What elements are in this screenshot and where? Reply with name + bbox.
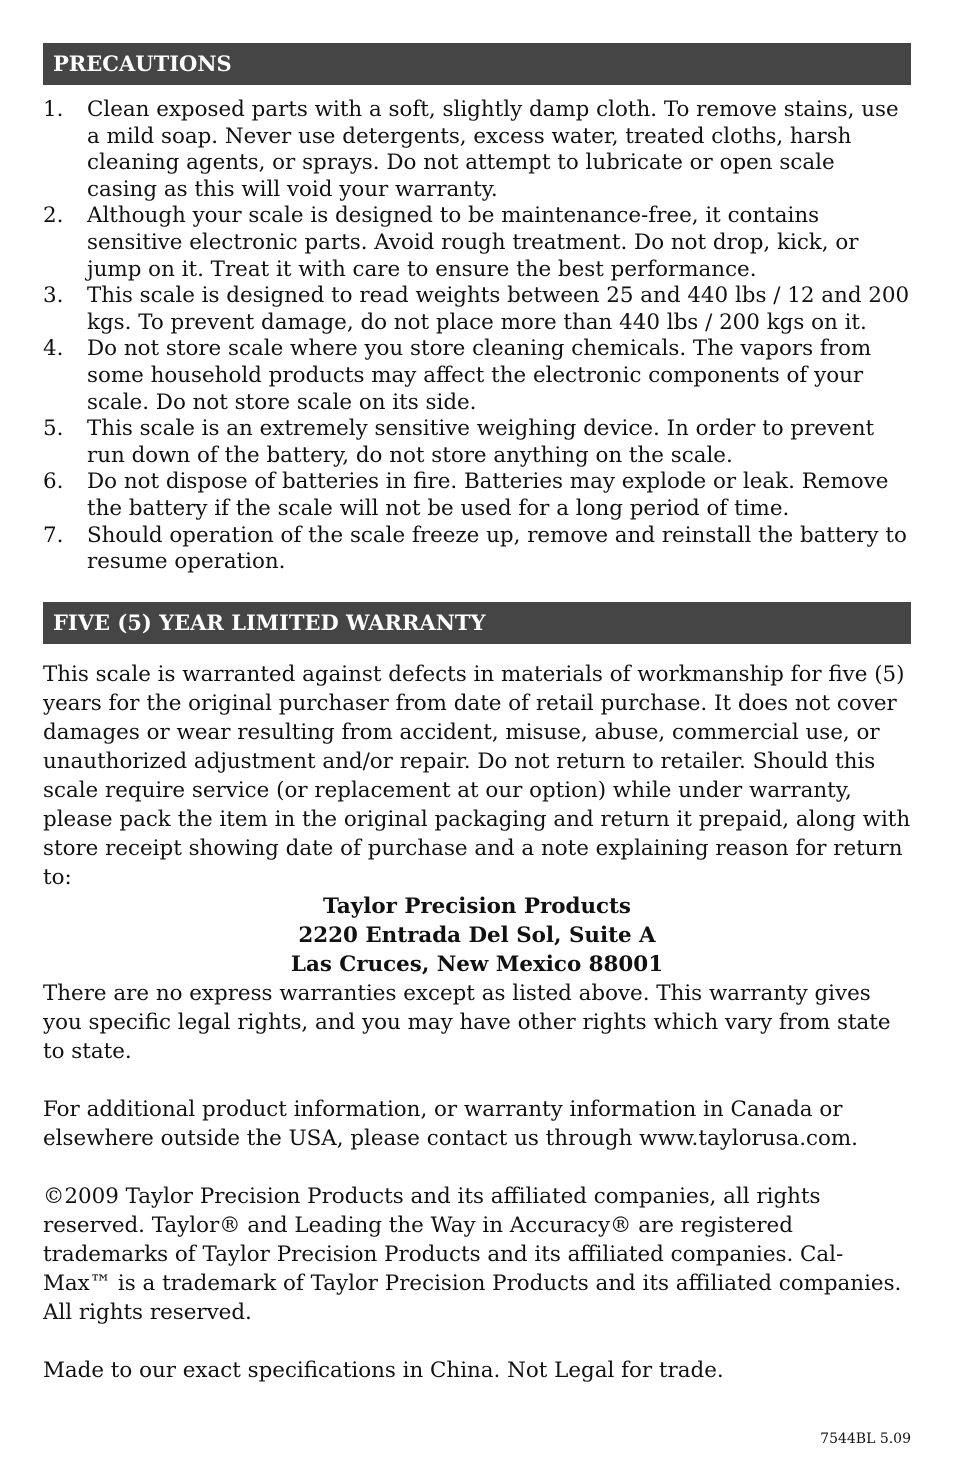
item-number: 6. — [43, 469, 64, 495]
item-text: Should operation of the scale freeze up, remove and reinstall the battery to resume operation. — [87, 522, 907, 575]
item-text: This scale is an extremely sensitive weighing device. In order to prevent run down of the battery, do not store anything on the scale. — [87, 416, 875, 468]
return-address — [43, 892, 911, 979]
item-text: Do not dispose of batteries in fire. Batteries may explode or leak. Remove the battery if the scale will not be used for a long period of time. — [87, 469, 889, 521]
manual-page — [43, 43, 911, 1385]
warranty-header: FIVE (5) YEAR LIMITED WARRANTY — [43, 602, 911, 644]
precautions-list — [43, 97, 911, 576]
warranty-intro: This scale is warranted against defects in materials of workmanship for five (5) years for the original purchaser from date of retail purchase. It does not cover damages or wear resulting from accident, misuse, abuse, commercial use, or unauthorized adjustment and/or repair. Do not return to retailer. Should this scale require service (or replacement at our option) while under warranty, please pack the item in the original packaging and return it prepaid, along with store receipt showing date of purchase and a note explaining reason for return to: — [43, 661, 911, 890]
address-street: 2220 Entrada Del Sol, Suite A — [298, 922, 656, 948]
item-number: 7. — [43, 522, 64, 548]
no-express-warranty: There are no express warranties except as listed above. This warranty gives you specific legal rights, and you may have other rights which vary from state to state. — [43, 980, 891, 1064]
precaution-item — [43, 416, 911, 469]
item-text: Although your scale is designed to be maintenance-free, it contains sensitive electronic parts. Avoid rough treatment. Do not drop, kick, or jump on it. Treat it with care to ensure the best performance. — [87, 203, 859, 282]
item-number: 4. — [43, 336, 64, 362]
item-number: 2. — [43, 203, 64, 229]
warranty-body — [43, 660, 911, 1385]
item-number: 1. — [43, 97, 64, 122]
precaution-item — [43, 203, 911, 283]
precaution-item — [43, 336, 911, 416]
copyright-notice: ©2009 Taylor Precision Products and its affiliated companies, all rights reserved. Taylor® and Leading the Way in Accuracy® are registered trademarks of Taylor Precision Products and its affiliated companies. Cal-Max™ is a trademark of Taylor Precision Products and its affiliated companies. All rights reserved. — [43, 1183, 902, 1325]
item-text: Do not store scale where you store cleaning chemicals. The vapors from some household products may affect the electronic components of your scale. Do not store scale on its side. — [87, 336, 872, 415]
item-number: 3. — [43, 283, 64, 309]
address-company: Taylor Precision Products — [323, 893, 631, 919]
made-in-notice: Made to our exact specifications in China. Not Legal for trade. — [43, 1357, 724, 1383]
precaution-item — [43, 523, 911, 576]
item-number: 5. — [43, 416, 64, 442]
precautions-header: PRECAUTIONS — [43, 43, 911, 85]
additional-info: For additional product information, or warranty information in Canada or elsewhere outside the USA, please contact us through www.taylorusa.com. — [43, 1096, 858, 1151]
precaution-item — [43, 97, 911, 203]
precaution-item — [43, 469, 911, 522]
address-city: Las Cruces, New Mexico 88001 — [290, 951, 664, 977]
item-text: Clean exposed parts with a soft, slightly damp cloth. To remove stains, use a mild soap. Never use detergents, excess water, treated cloths, harsh cleaning agents, or sprays. Do not attempt to lubricate or open scale casing as this will void your warranty. — [87, 97, 899, 202]
item-text: This scale is designed to read weights between 25 and 440 lbs / 12 and 200 kgs. To prevent damage, do not place more than 440 lbs / 200 kgs on it. — [87, 283, 910, 335]
precaution-item — [43, 283, 911, 336]
document-code: 7544BL 5.09 — [820, 1431, 911, 1447]
